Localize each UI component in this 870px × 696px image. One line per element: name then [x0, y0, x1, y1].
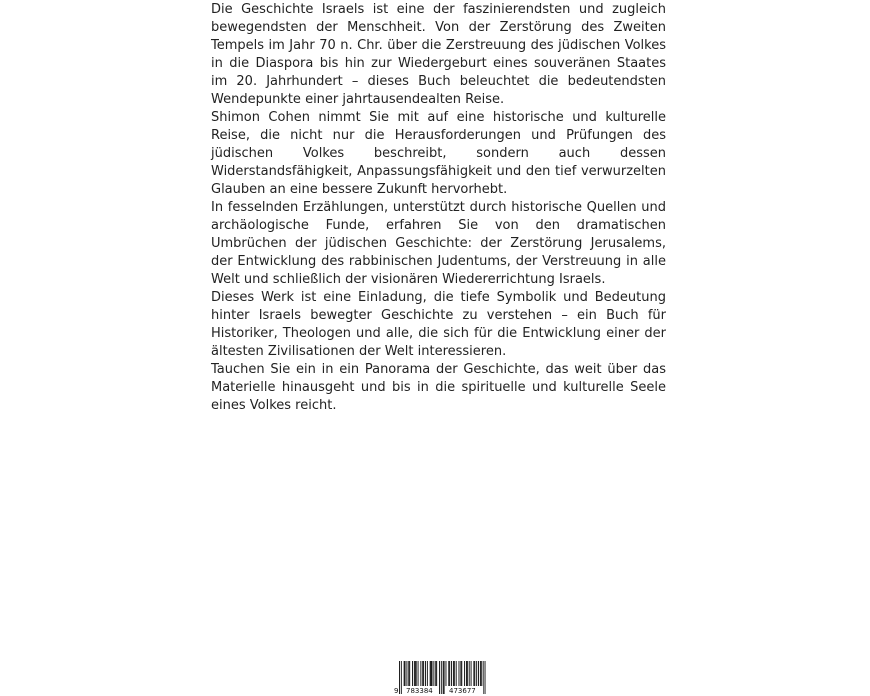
- barcode-bar: [485, 661, 486, 694]
- blurb-paragraph-2: Shimon Cohen nimmt Sie mit auf eine historische und kulturelle Reise, die nicht nur die Herausforderungen und Prüfungen des jüdischen Volkes beschreibt, sondern auch dessen Widerstandsfähigkeit, Anpassungsfähigkeit und den tief verwurzelten Glauben an eine bessere Zukunft hervorhebt.: [211, 110, 666, 197]
- blurb-paragraph-4: Dieses Werk ist eine Einladung, die tiefe Symbolik und Bedeutung hinter Israels bewegter Geschichte zu verstehen – ein Buch für Historiker, Theologen und alle, die sich für die Entwicklung einer der ältesten Zivilisationen der Welt interessieren.: [211, 290, 666, 359]
- barcode-right-digits: 473677: [449, 687, 476, 695]
- barcode-bar: [441, 661, 442, 694]
- blurb-text: [211, 1, 666, 415]
- barcode-bar: [401, 661, 402, 694]
- barcode-bar: [399, 661, 400, 694]
- blurb-paragraph-3: In fesselnden Erzählungen, unterstützt durch historische Quellen und archäologische Funde, erfahren Sie von den dramatischen Umbrüchen der jüdischen Geschichte: der Zerstörung Jerusalems, der Entwicklung des rabbinischen Judentums, der Verstreuung in alle Welt und schließlich der visionären Wiedererrichtung Israels.: [211, 200, 666, 287]
- barcode-graphic: [393, 661, 493, 696]
- isbn-barcode: [393, 661, 493, 696]
- barcode-first-digit: 9: [394, 687, 399, 695]
- blurb-paragraph-5: Tauchen Sie ein in ein Panorama der Geschichte, das weit über das Materielle hinausgeht und bis in die spirituelle und kulturelle Seele eines Volkes reicht.: [211, 362, 666, 413]
- barcode-bar: [439, 661, 440, 694]
- barcode-bar: [444, 661, 445, 694]
- barcode-left-digits: 783384: [406, 687, 433, 695]
- blurb-paragraph-1: Die Geschichte Israels ist eine der faszinierendsten und zugleich bewegendsten der Menschheit. Von der Zerstörung des Zweiten Tempels im Jahr 70 n. Chr. über die Zerstreuung des jüdischen Volkes in die Diaspora bis hin zur Wiedergeburt eines souveränen Staates im 20. Jahrhundert – dieses Buch beleuchtet die bedeutendsten Wendepunkte einer jahrtausendealten Reise.: [211, 2, 666, 107]
- barcode-bar: [443, 661, 444, 694]
